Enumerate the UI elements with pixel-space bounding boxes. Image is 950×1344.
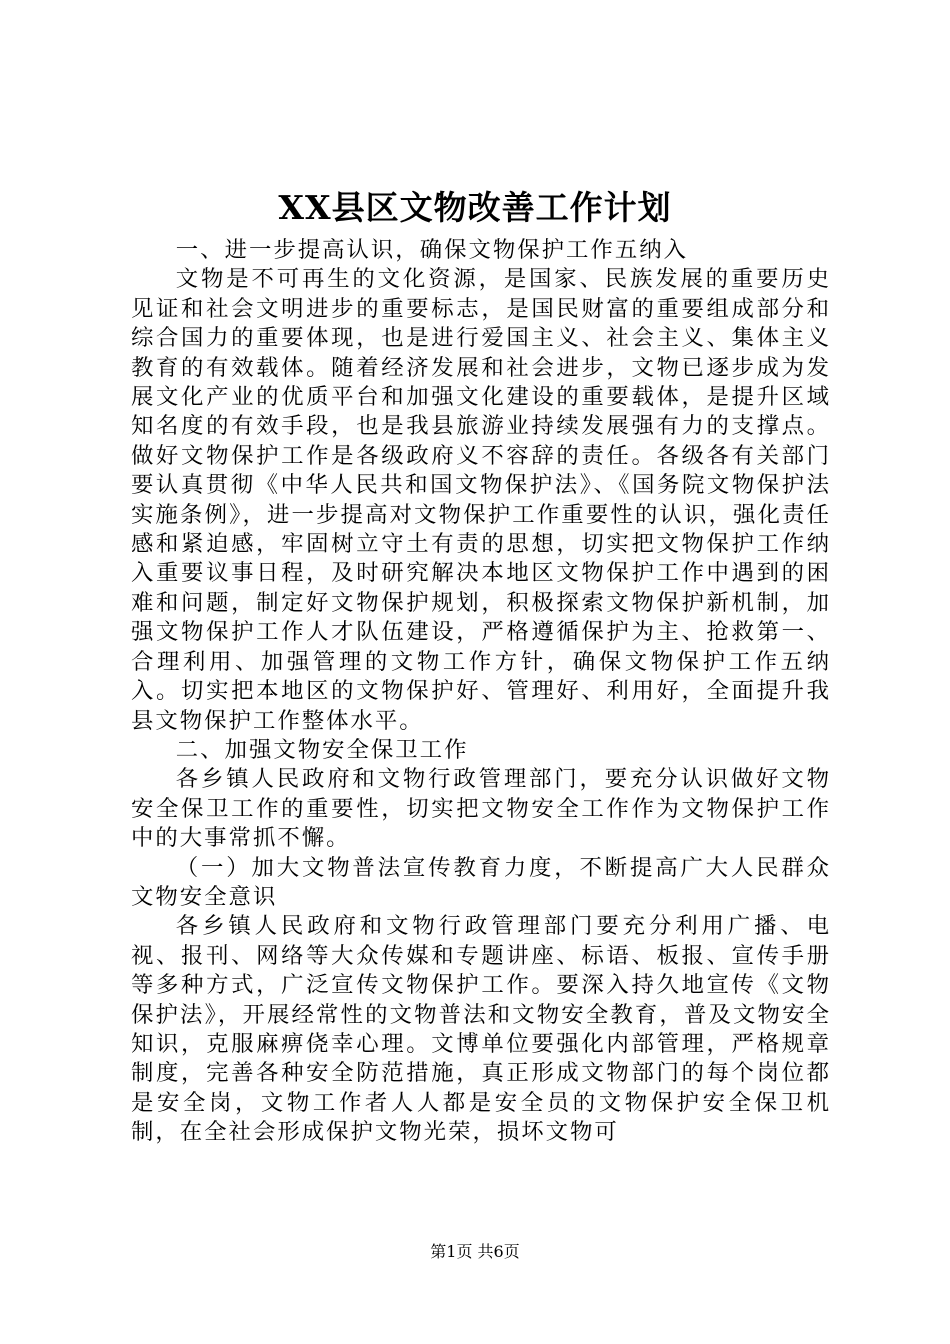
section-heading-1: 一、进一步提高认识，确保文物保护工作五纳入 [175,237,688,263]
section-heading-2: 二、加强文物安全保卫工作 [175,736,469,763]
document-title: XX县区文物改善工作计划 [278,188,672,227]
document-body [131,236,831,1148]
page-number-footer: 第1页 共6页 [430,1242,520,1261]
body-paragraph: 文物是不可再生的文化资源，是国家、民族发展的重要历史见证和社会文明进步的重要标志，是国民财富的重要组成部分和综合国力的重要体现，也是进行爱国主义、社会主义、集体主义教育的有效载体。随着经济发展和社会进步，文物已逐步成为发展文化产业的优质平台和加强文化建设的重要载体，是提升区域知名度的有效手段，也是我县旅游业持续发展强有力的支撑点。做好文物保护工作是各级政府义不容辞的责任。各级各有关部门要认真贯彻《中华人民共和国文物保护法》、《国务院文物保护法实施条例》，进一步提高对文物保护工作重要性的认识，强化责任感和紧迫感，牢固树立守土有责的思想，切实把文物保护工作纳入重要议事日程，及时研究解决本地区文物保护工作中遇到的困难和问题，制定好文物保护规划，积极探索文物保护新机制，加强文物保护工作人才队伍建设，严格遵循保护为主、抢救第一、合理利用、加强管理的文物工作方针，确保文物保护工作五纳入。切实把本地区的文物保护好、管理好、利用好，全面提升我县文物保护工作整体水平。 [131,266,831,734]
body-paragraph: 各乡镇人民政府和文物行政管理部门要充分利用广播、电视、报刊、网络等大众传媒和专题讲座、标语、板报、宣传手册等多种方式，广泛宣传文物保护工作。要深入持久地宣传《文物保护法》，开展经常性的文物普法和文物安全教育，普及文物安全知识，克服麻痹侥幸心理。文博单位要强化内部管理，严格规章制度，完善各种安全防范措施，真正形成文物部门的每个岗位都是安全岗，文物工作者人人都是安全员的文物保护安全保卫机制，在全社会形成保护文物光荣，损坏文物可 [131,913,831,1146]
body-paragraph: 各乡镇人民政府和文物行政管理部门，要充分认识做好文物安全保卫工作的重要性，切实把文物安全工作作为文物保护工作中的大事常抓不懈。 [131,766,831,852]
subsection-heading-1: （一）加大文物普法宣传教育力度，不断提高广大人民群众文物安全意识 [131,854,831,910]
